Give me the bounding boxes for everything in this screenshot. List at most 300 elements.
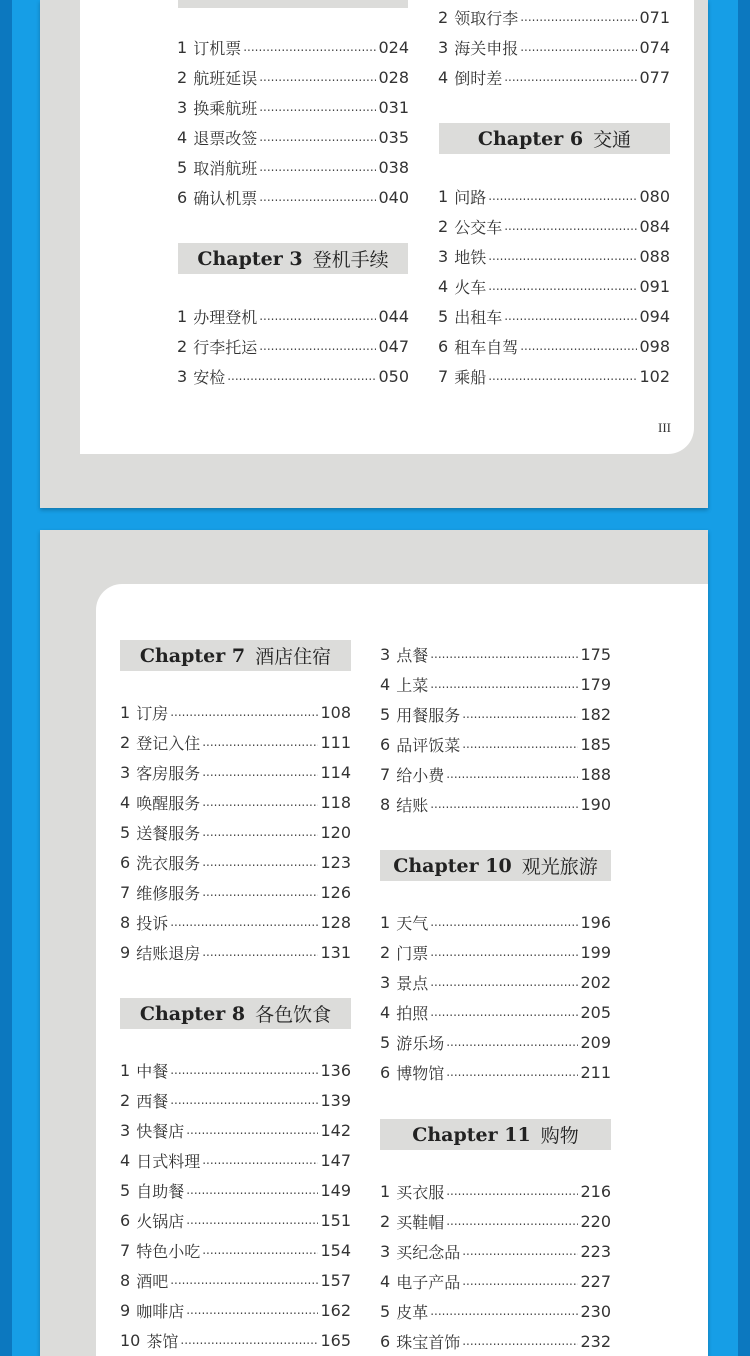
dot-leader xyxy=(259,100,376,114)
left-edge-stripe xyxy=(0,0,12,1356)
chapter-6-header xyxy=(439,123,670,154)
entry-number: 7 xyxy=(120,1240,131,1260)
entry-number: 1 xyxy=(120,1060,131,1080)
toc-entry xyxy=(380,639,611,669)
entry-number: 5 xyxy=(120,822,131,842)
entry-number: 3 xyxy=(177,97,188,117)
entry-number: 6 xyxy=(177,187,188,207)
entry-number: 4 xyxy=(380,1271,391,1291)
toc-entry xyxy=(380,759,611,789)
entry-page: 088 xyxy=(639,246,670,266)
dot-leader xyxy=(170,1273,318,1287)
entry-page: 035 xyxy=(378,127,409,147)
entry-page: 118 xyxy=(320,792,351,812)
entry-number: 1 xyxy=(177,306,188,326)
entry-title: 博物馆 xyxy=(396,1063,445,1083)
toc-entry xyxy=(438,361,670,391)
toc-entry xyxy=(380,997,611,1027)
toc-entry xyxy=(380,1027,611,1057)
entry-page: 139 xyxy=(320,1090,351,1110)
dot-leader xyxy=(504,309,637,323)
dot-leader xyxy=(186,1213,318,1227)
chapter-8-header xyxy=(120,998,351,1029)
entry-number: 5 xyxy=(380,1032,391,1052)
entry-title: 维修服务 xyxy=(136,883,201,903)
entry-number: 7 xyxy=(120,882,131,902)
entry-title: 买纪念品 xyxy=(396,1242,461,1262)
toc-entry xyxy=(120,1325,351,1355)
dot-leader xyxy=(202,945,318,959)
entry-number: 1 xyxy=(380,1181,391,1201)
entry-title: 取消航班 xyxy=(193,158,258,178)
entry-number: 8 xyxy=(120,912,131,932)
toc-entry xyxy=(380,1236,611,1266)
toc-entry xyxy=(177,182,409,212)
entry-page: 126 xyxy=(320,882,351,902)
entry-number: 3 xyxy=(380,972,391,992)
chapter-label: Chapter 3 xyxy=(197,247,303,270)
dot-leader xyxy=(488,249,637,263)
entry-title: 领取行李 xyxy=(454,8,519,28)
dot-leader xyxy=(462,1334,578,1348)
toc-entry xyxy=(177,32,409,62)
entry-number: 4 xyxy=(120,792,131,812)
dot-leader xyxy=(520,339,637,353)
toc-entry xyxy=(120,1145,351,1175)
entry-page: 205 xyxy=(580,1002,611,1022)
entry-page: 111 xyxy=(320,732,351,752)
entry-page: 120 xyxy=(320,822,351,842)
dot-leader xyxy=(446,767,578,781)
entry-page: 044 xyxy=(378,306,409,326)
dot-leader xyxy=(259,339,376,353)
entry-title: 皮革 xyxy=(396,1302,429,1322)
chapter-title: 各色饮食 xyxy=(255,1004,332,1026)
entry-number: 5 xyxy=(380,704,391,724)
dot-leader xyxy=(180,1333,318,1347)
chapter-title: 观光旅游 xyxy=(521,856,598,878)
entry-number: 6 xyxy=(380,734,391,754)
dot-leader xyxy=(446,1214,578,1228)
toc-entry xyxy=(120,847,351,877)
dot-leader xyxy=(462,1274,578,1288)
entry-page: 157 xyxy=(320,1270,351,1290)
entry-page: 185 xyxy=(580,734,611,754)
entry-title: 给小费 xyxy=(396,765,445,785)
chapter-label: Chapter 6 xyxy=(477,127,584,150)
entry-page: 188 xyxy=(580,764,611,784)
entry-title: 中餐 xyxy=(136,1061,169,1081)
dot-leader xyxy=(488,279,637,293)
entry-number: 3 xyxy=(380,644,391,664)
entry-title: 游乐场 xyxy=(396,1033,445,1053)
entry-number: 7 xyxy=(438,366,449,386)
entry-page: 179 xyxy=(580,674,611,694)
entry-number: 2 xyxy=(177,67,188,87)
entry-number: 5 xyxy=(177,157,188,177)
entry-page: 050 xyxy=(378,366,409,386)
entry-title: 问路 xyxy=(454,187,487,207)
entry-page: 074 xyxy=(639,37,670,57)
entry-title: 航班延误 xyxy=(193,68,258,88)
entry-number: 8 xyxy=(380,794,391,814)
entry-title: 珠宝首饰 xyxy=(396,1332,461,1352)
dot-leader xyxy=(462,1244,578,1258)
dot-leader xyxy=(430,975,578,989)
toc-page-2-paper xyxy=(96,584,708,1356)
dot-leader xyxy=(446,1065,578,1079)
toc-entry xyxy=(120,1115,351,1145)
entry-page: 142 xyxy=(320,1120,351,1140)
entry-page: 136 xyxy=(320,1060,351,1080)
dot-leader xyxy=(202,1243,318,1257)
entry-title: 特色小吃 xyxy=(136,1241,201,1261)
toc-entry xyxy=(120,757,351,787)
dot-leader xyxy=(430,677,578,691)
entry-title: 用餐服务 xyxy=(396,705,461,725)
entry-number: 9 xyxy=(120,1300,131,1320)
entry-number: 3 xyxy=(438,246,449,266)
entry-title: 上菜 xyxy=(396,675,429,695)
entry-number: 3 xyxy=(438,37,449,57)
toc-entry xyxy=(380,1326,611,1356)
entry-title: 登记入住 xyxy=(136,733,201,753)
toc-entry xyxy=(177,122,409,152)
toc-entry xyxy=(438,241,670,271)
dot-leader xyxy=(462,707,578,721)
toc-entry xyxy=(120,817,351,847)
entry-number: 4 xyxy=(120,1150,131,1170)
chapter-label: Chapter 7 xyxy=(139,644,246,667)
dot-leader xyxy=(430,797,578,811)
toc-entry xyxy=(380,907,611,937)
entry-number: 2 xyxy=(380,942,391,962)
toc-entry xyxy=(380,699,611,729)
entry-title: 自助餐 xyxy=(136,1181,185,1201)
dot-leader xyxy=(243,40,376,54)
entry-title: 退票改签 xyxy=(193,128,258,148)
entry-page: 230 xyxy=(580,1301,611,1321)
entry-number: 5 xyxy=(120,1180,131,1200)
entry-number: 3 xyxy=(120,762,131,782)
entry-title: 门票 xyxy=(396,943,429,963)
entry-page: 071 xyxy=(639,7,670,27)
toc-entry xyxy=(120,1235,351,1265)
chapter-title: 交通 xyxy=(593,129,632,151)
entry-title: 倒时差 xyxy=(454,68,503,88)
toc-entry xyxy=(120,1265,351,1295)
dot-leader xyxy=(462,737,578,751)
entry-page: 209 xyxy=(580,1032,611,1052)
chapter-2-header-partial xyxy=(178,0,408,8)
entry-page: 031 xyxy=(378,97,409,117)
entry-title: 送餐服务 xyxy=(136,823,201,843)
entry-page: 077 xyxy=(639,67,670,87)
dot-leader xyxy=(520,10,637,24)
dot-leader xyxy=(170,705,318,719)
dot-leader xyxy=(202,795,318,809)
chapter-label: Chapter 8 xyxy=(139,1002,246,1025)
entry-number: 9 xyxy=(120,942,131,962)
entry-page: 202 xyxy=(580,972,611,992)
entry-page: 094 xyxy=(639,306,670,326)
entry-number: 1 xyxy=(380,912,391,932)
toc-entry xyxy=(380,1206,611,1236)
toc-entry xyxy=(120,937,351,967)
entry-title: 订房 xyxy=(136,703,169,723)
entry-number: 1 xyxy=(177,37,188,57)
toc-entry xyxy=(177,62,409,92)
entry-number: 3 xyxy=(120,1120,131,1140)
entry-page: 123 xyxy=(320,852,351,872)
toc-entry xyxy=(177,152,409,182)
dot-leader xyxy=(202,765,318,779)
entry-page: 102 xyxy=(639,366,670,386)
entry-page: 165 xyxy=(320,1330,351,1350)
entry-page: 147 xyxy=(320,1150,351,1170)
dot-leader xyxy=(430,1005,578,1019)
entry-title: 火车 xyxy=(454,277,487,297)
entry-page: 091 xyxy=(639,276,670,296)
entry-page: 199 xyxy=(580,942,611,962)
dot-leader xyxy=(259,160,376,174)
entry-title: 投诉 xyxy=(136,913,169,933)
dot-leader xyxy=(186,1123,318,1137)
entry-page: 211 xyxy=(580,1062,611,1082)
entry-number: 4 xyxy=(438,276,449,296)
toc-entry xyxy=(438,32,670,62)
dot-leader xyxy=(259,309,376,323)
entry-number: 2 xyxy=(380,1211,391,1231)
entry-number: 2 xyxy=(120,732,131,752)
dot-leader xyxy=(202,885,318,899)
toc-entry xyxy=(380,1176,611,1206)
dot-leader xyxy=(430,647,578,661)
toc-entry xyxy=(120,697,351,727)
entry-title: 办理登机 xyxy=(193,307,258,327)
right-edge-stripe xyxy=(738,0,750,1356)
toc-entry xyxy=(120,1175,351,1205)
toc-entry xyxy=(438,271,670,301)
chapter-title: 购物 xyxy=(540,1125,579,1147)
entry-title: 景点 xyxy=(396,973,429,993)
dot-leader xyxy=(170,915,318,929)
toc-entry xyxy=(120,1295,351,1325)
entry-number: 5 xyxy=(438,306,449,326)
entry-page: 216 xyxy=(580,1181,611,1201)
entry-title: 电子产品 xyxy=(396,1272,461,1292)
dot-leader xyxy=(430,945,578,959)
toc-entry xyxy=(438,301,670,331)
entry-page: 114 xyxy=(320,762,351,782)
entry-title: 火锅店 xyxy=(136,1211,185,1231)
entry-page: 162 xyxy=(320,1300,351,1320)
entry-number: 7 xyxy=(380,764,391,784)
entry-title: 出租车 xyxy=(454,307,503,327)
toc-page-1 xyxy=(40,0,708,508)
entry-number: 3 xyxy=(177,366,188,386)
toc-entry xyxy=(177,331,409,361)
entry-page: 190 xyxy=(580,794,611,814)
toc-entry xyxy=(380,1266,611,1296)
dot-leader xyxy=(202,735,318,749)
dot-leader xyxy=(227,369,376,383)
entry-number: 4 xyxy=(438,67,449,87)
dot-leader xyxy=(430,1304,578,1318)
entry-title: 洗衣服务 xyxy=(136,853,201,873)
entry-page: 232 xyxy=(580,1331,611,1351)
entry-page: 108 xyxy=(320,702,351,722)
chapter-10-header xyxy=(380,850,611,881)
entry-number: 4 xyxy=(177,127,188,147)
entry-page: 047 xyxy=(378,336,409,356)
entry-page: 175 xyxy=(580,644,611,664)
entry-title: 酒吧 xyxy=(136,1271,169,1291)
entry-number: 6 xyxy=(120,1210,131,1230)
dot-leader xyxy=(446,1184,578,1198)
toc-entry xyxy=(120,1085,351,1115)
chapter-label: Chapter 10 xyxy=(393,854,512,877)
chapter-title: 登机手续 xyxy=(312,249,389,271)
entry-title: 西餐 xyxy=(136,1091,169,1111)
toc-page-1-paper xyxy=(80,0,694,454)
entry-title: 地铁 xyxy=(454,247,487,267)
entry-title: 买衣服 xyxy=(396,1182,445,1202)
entry-page: 080 xyxy=(639,186,670,206)
dot-leader xyxy=(170,1093,318,1107)
entry-page: 024 xyxy=(378,37,409,57)
toc-entry xyxy=(120,727,351,757)
toc-entry xyxy=(380,729,611,759)
entry-title: 品评饭菜 xyxy=(396,735,461,755)
entry-page: 040 xyxy=(378,187,409,207)
entry-title: 租车自驾 xyxy=(454,337,519,357)
entry-number: 4 xyxy=(380,1002,391,1022)
entry-title: 茶馆 xyxy=(146,1331,179,1351)
entry-page: 098 xyxy=(639,336,670,356)
entry-number: 6 xyxy=(120,852,131,872)
entry-page: 151 xyxy=(320,1210,351,1230)
dot-leader xyxy=(504,219,637,233)
toc-entry xyxy=(380,1296,611,1326)
toc-entry xyxy=(177,92,409,122)
toc-entry xyxy=(380,1057,611,1087)
entry-title: 确认机票 xyxy=(193,188,258,208)
toc-entry xyxy=(438,211,670,241)
toc-entry xyxy=(120,787,351,817)
entry-page: 154 xyxy=(320,1240,351,1260)
entry-page: 038 xyxy=(378,157,409,177)
toc-entry xyxy=(120,1205,351,1235)
dot-leader xyxy=(202,855,318,869)
dot-leader xyxy=(186,1303,318,1317)
entry-title: 客房服务 xyxy=(136,763,201,783)
toc-entry xyxy=(120,1055,351,1085)
dot-leader xyxy=(259,130,376,144)
dot-leader xyxy=(259,190,376,204)
toc-entry xyxy=(177,361,409,391)
dot-leader xyxy=(202,825,318,839)
entry-title: 天气 xyxy=(396,913,429,933)
entry-number: 2 xyxy=(438,7,449,27)
entry-number: 6 xyxy=(380,1331,391,1351)
entry-number: 1 xyxy=(120,702,131,722)
dot-leader xyxy=(430,915,578,929)
dot-leader xyxy=(488,189,637,203)
entry-number: 2 xyxy=(438,216,449,236)
entry-title: 结账 xyxy=(396,795,429,815)
chapter-11-header xyxy=(380,1119,611,1150)
entry-title: 唤醒服务 xyxy=(136,793,201,813)
entry-page: 196 xyxy=(580,912,611,932)
dot-leader xyxy=(186,1183,318,1197)
toc-entry xyxy=(380,967,611,997)
entry-page: 128 xyxy=(320,912,351,932)
entry-title: 买鞋帽 xyxy=(396,1212,445,1232)
entry-title: 公交车 xyxy=(454,217,503,237)
entry-number: 10 xyxy=(120,1330,141,1350)
entry-number: 2 xyxy=(177,336,188,356)
entry-number: 1 xyxy=(438,186,449,206)
dot-leader xyxy=(259,70,376,84)
entry-number: 3 xyxy=(380,1241,391,1261)
entry-page: 227 xyxy=(580,1271,611,1291)
dot-leader xyxy=(488,369,637,383)
toc-entry xyxy=(380,937,611,967)
entry-page: 028 xyxy=(378,67,409,87)
entry-number: 8 xyxy=(120,1270,131,1290)
entry-page: 084 xyxy=(639,216,670,236)
entry-title: 行李托运 xyxy=(193,337,258,357)
chapter-3-header xyxy=(178,243,408,274)
entry-title: 点餐 xyxy=(396,645,429,665)
dot-leader xyxy=(504,70,637,84)
entry-title: 拍照 xyxy=(396,1003,429,1023)
toc-entry xyxy=(438,331,670,361)
entry-title: 安检 xyxy=(193,367,226,387)
chapter-7-header xyxy=(120,640,351,671)
page-number: III xyxy=(658,420,671,435)
chapter-title: 酒店住宿 xyxy=(255,646,332,668)
dot-leader xyxy=(520,40,637,54)
entry-number: 6 xyxy=(380,1062,391,1082)
toc-entry xyxy=(380,669,611,699)
entry-title: 结账退房 xyxy=(136,943,201,963)
toc-entry xyxy=(120,877,351,907)
toc-entry xyxy=(438,181,670,211)
entry-title: 日式料理 xyxy=(136,1151,201,1171)
entry-number: 5 xyxy=(380,1301,391,1321)
dot-leader xyxy=(446,1035,578,1049)
toc-entry xyxy=(380,789,611,819)
entry-title: 换乘航班 xyxy=(193,98,258,118)
entry-title: 乘船 xyxy=(454,367,487,387)
toc-entry xyxy=(438,62,670,92)
entry-page: 182 xyxy=(580,704,611,724)
entry-number: 6 xyxy=(438,336,449,356)
entry-page: 131 xyxy=(320,942,351,962)
toc-entry xyxy=(177,301,409,331)
entry-title: 咖啡店 xyxy=(136,1301,185,1321)
toc-entry xyxy=(120,907,351,937)
entry-page: 223 xyxy=(580,1241,611,1261)
chapter-label: Chapter 11 xyxy=(412,1123,531,1146)
entry-number: 2 xyxy=(120,1090,131,1110)
entry-title: 海关申报 xyxy=(454,38,519,58)
entry-title: 订机票 xyxy=(193,38,242,58)
entry-number: 4 xyxy=(380,674,391,694)
dot-leader xyxy=(170,1063,318,1077)
